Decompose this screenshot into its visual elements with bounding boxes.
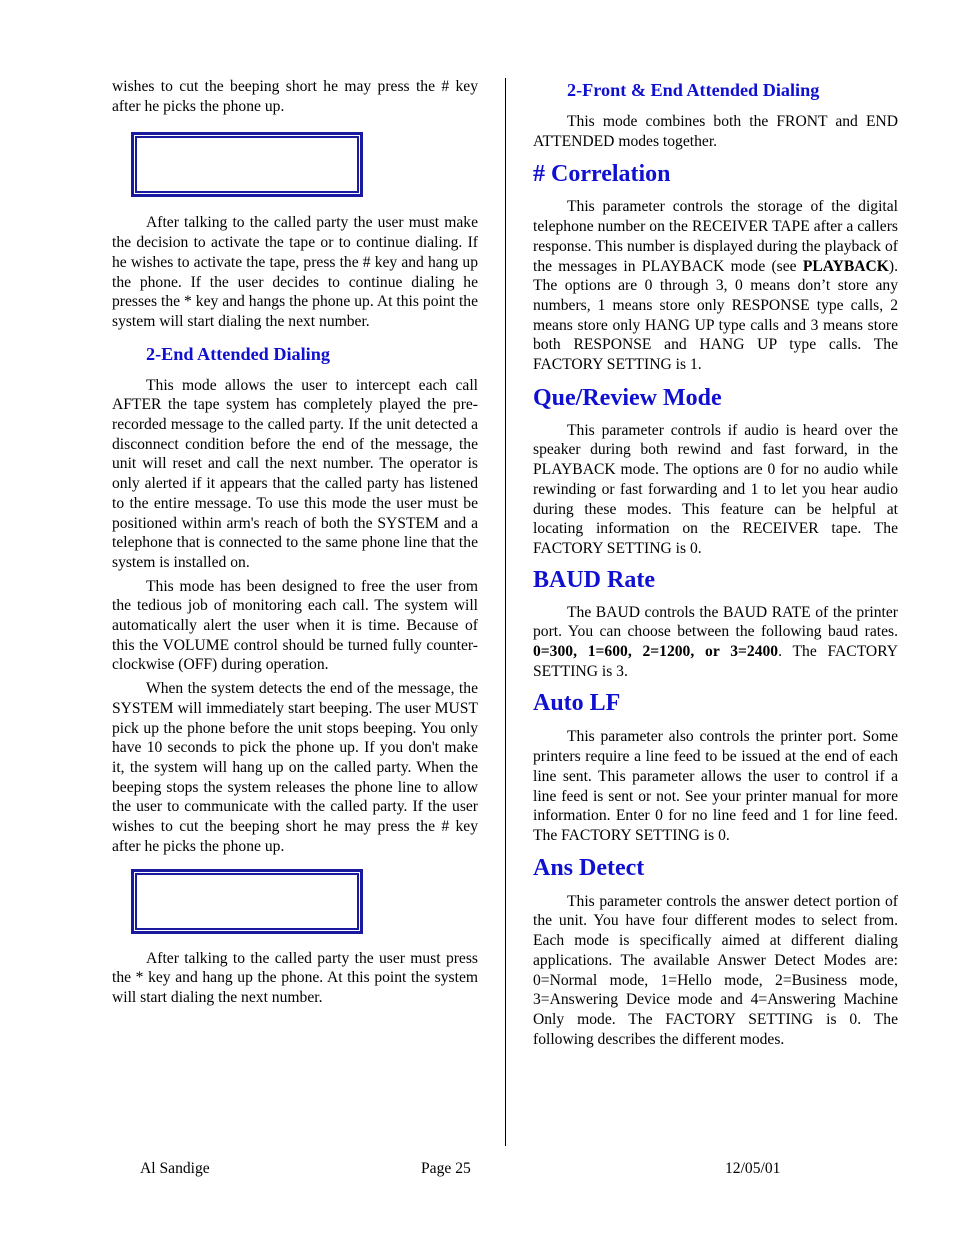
heading-baud-rate: BAUD Rate xyxy=(533,566,655,593)
paragraph-after-talking-2: After talking to the called party the user must press the * key and hang up the phone. At this point the system will start dialing the next number. xyxy=(112,949,478,1006)
paragraph-continued: wishes to cut the beeping short he may press the # key after he picks the phone up. xyxy=(112,78,478,115)
heading-front-end-attended-dialing: 2-Front & End Attended Dialing xyxy=(567,80,820,100)
playback-reference: PLAYBACK xyxy=(802,257,889,275)
heading-ans-detect: Ans Detect xyxy=(533,854,645,881)
paragraph-baud-rate: The BAUD controls the BAUD RATE of the printer port. You can choose between the following baud rates. 0=300, 1=600, 2=1200, or 3=2400. The FACTORY SETTING is 3. xyxy=(533,603,898,680)
left-column xyxy=(112,77,478,1012)
heading-que-review-mode: Que/Review Mode xyxy=(533,384,722,411)
paragraph-front-end: This mode combines both the FRONT and END ATTENDED modes together. xyxy=(533,113,898,150)
heading-correlation: # Correlation xyxy=(533,161,671,188)
paragraph-end-attended-3: When the system detects the end of the message, the SYSTEM will immediately start beeping. The user MUST pick up the phone before the unit stops beeping. You only have 10 seconds to pick the phone up. If you don't make it, the system will hang up on the called party. When the beeping stops the system releases the phone line to allow the user to communicate with the called party. If the user wishes to cut the beeping short he may press the # key after he picks the phone up. xyxy=(112,680,478,855)
column-divider xyxy=(505,78,506,1146)
footer-page-number: Page 25 xyxy=(421,1160,471,1177)
heading-auto-lf: Auto LF xyxy=(533,690,621,717)
empty-display-box xyxy=(131,132,363,197)
baud-options: 0=300, 1=600, 2=1200, or 3=2400 xyxy=(533,643,779,661)
footer-date: 12/05/01 xyxy=(725,1160,781,1177)
paragraph-end-attended-1: This mode allows the user to intercept each call AFTER the tape system has completely played the pre-recorded message to the called party. If the unit detected a disconnect condition before the end of the message, the unit will reset and call the next number. The operator is only alerted if it appears that the called party has listened to the entire message. To use this mode the user must be positioned within arm's reach of both the SYSTEM and a telephone that is connected to the same phone line that the system is installed on. xyxy=(112,376,478,571)
paragraph-end-attended-2: This mode has been designed to free the user from the tedious job of monitoring each call. The system will automatically alert the user when it is time. Because of this the VOLUME control should be turned fully counter-clockwise (OFF) during operation. xyxy=(112,577,478,674)
paragraph-ans-detect: This parameter controls the answer detect portion of the unit. You have four different modes to select from. Each mode is specifically aimed at different dialing applications. The available Answer Detect Modes are: 0=Normal mode, 1=Hello mode, 2=Business mode, 3=Answering Device mode and 4=Answering Machine Only mode. The FACTORY SETTING is 0. The following describes the different modes. xyxy=(533,892,898,1048)
heading-end-attended-dialing: 2-End Attended Dialing xyxy=(146,343,330,364)
footer-author: Al Sandige xyxy=(140,1160,210,1177)
paragraph-correlation: This parameter controls the storage of the digital telephone number on the RECEIVER TAPE after a callers response. This number is displayed during the playback of the messages in PLAYBACK mode (see PLAYBACK). The options are 0 through 3, 0 means don’t store any numbers, 1 means store only RESPONSE type calls, 2 means store only HANG UP type calls and 3 means store both RESPONSE and HANG UP type calls. The FACTORY SETTING is 1. xyxy=(533,198,898,374)
paragraph-que-review: This parameter controls if audio is heard over the speaker during both rewind and fast forward, in the PLAYBACK mode. The options are 0 for no audio while rewinding or fast forwarding and 1 to let you hear audio during these modes. This feature can be helpful at locating information on the RECEIVER tape. The FACTORY SETTING is 0. xyxy=(533,421,898,557)
paragraph-after-talking-1: After talking to the called party the user must make the decision to activate the tape or to continue dialing. If he wishes to activate the tape, press the # key and hang up the phone. If the user decides to continue dialing he presses the * key and hangs the phone up. At this point the system will start dialing the next number. xyxy=(112,214,478,330)
empty-display-box xyxy=(131,869,363,934)
paragraph-auto-lf: This parameter also controls the printer port. Some printers require a line feed to be issued at the end of each line sent. This parameter allows the user to control if a line feed is sent or not. See your printer manual for more information. Enter 0 for no line feed and 1 for line feed. The FACTORY SETTING is 0. xyxy=(533,728,898,844)
right-column xyxy=(533,77,898,1053)
